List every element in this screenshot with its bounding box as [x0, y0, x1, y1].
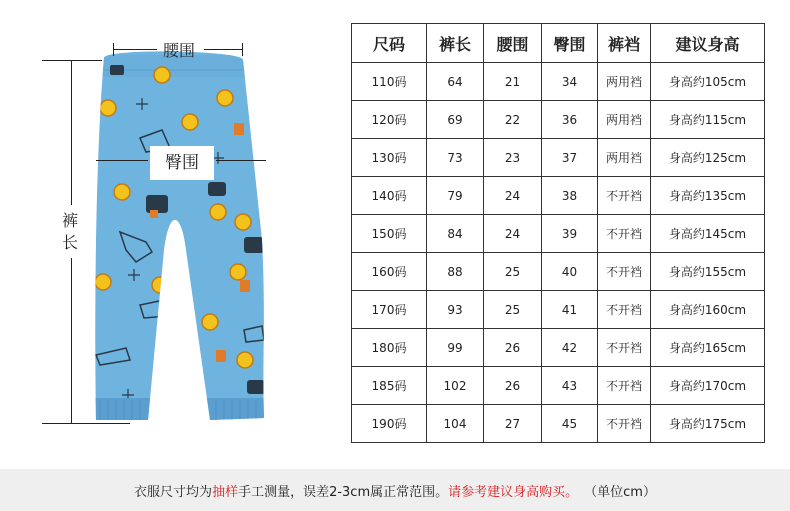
pants-illustration	[0, 0, 340, 470]
cell-length: 73	[427, 139, 484, 177]
cell-crotch: 不开裆	[598, 215, 651, 253]
cell-waist: 24	[484, 177, 542, 215]
footer-text-advice: 请参考建议身高购买。	[448, 484, 579, 500]
header-height: 建议身高	[651, 24, 765, 63]
table-row	[352, 367, 765, 405]
table-row	[352, 329, 765, 367]
cell-length: 79	[427, 177, 484, 215]
cell-hip: 38	[542, 177, 598, 215]
header-hip: 臀围	[542, 24, 598, 63]
cell-hip: 40	[542, 253, 598, 291]
cell-crotch: 不开裆	[598, 405, 651, 443]
cell-height: 身高约170cm	[651, 367, 765, 405]
cell-height: 身高约155cm	[651, 253, 765, 291]
cell-size: 185码	[352, 367, 427, 405]
waist-label: 腰围	[163, 41, 196, 60]
cell-size: 130码	[352, 139, 427, 177]
cell-size: 140码	[352, 177, 427, 215]
cell-size: 120码	[352, 101, 427, 139]
cell-height: 身高约115cm	[651, 101, 765, 139]
table-row	[352, 253, 765, 291]
cell-hip: 42	[542, 329, 598, 367]
cell-hip: 45	[542, 405, 598, 443]
header-size: 尺码	[352, 24, 427, 63]
cell-waist: 26	[484, 367, 542, 405]
cell-size: 110码	[352, 63, 427, 101]
cell-hip: 43	[542, 367, 598, 405]
cell-size: 170码	[352, 291, 427, 329]
table-row	[352, 139, 765, 177]
cell-height: 身高约135cm	[651, 177, 765, 215]
cell-length: 99	[427, 329, 484, 367]
length-dimension-line-bottom	[71, 258, 72, 423]
cell-height: 身高约145cm	[651, 215, 765, 253]
cell-length: 88	[427, 253, 484, 291]
cell-length: 93	[427, 291, 484, 329]
cell-hip: 37	[542, 139, 598, 177]
footer-text-unit: （单位cm）	[584, 484, 656, 500]
cell-hip: 39	[542, 215, 598, 253]
hip-dimension-line-right	[216, 160, 266, 161]
cell-length: 69	[427, 101, 484, 139]
table-row	[352, 405, 765, 443]
cell-length: 64	[427, 63, 484, 101]
cell-waist: 27	[484, 405, 542, 443]
table-row	[352, 101, 765, 139]
pants-illustration-area	[0, 0, 340, 470]
hip-dimension-line-left	[96, 160, 148, 161]
table-header-row	[352, 24, 765, 63]
length-label-char-2: 长	[62, 233, 79, 252]
size-chart-table	[351, 23, 765, 443]
table-row	[352, 63, 765, 101]
cell-waist: 21	[484, 63, 542, 101]
header-waist: 腰围	[484, 24, 542, 63]
table-row	[352, 177, 765, 215]
hip-label: 臀围	[150, 146, 214, 180]
cell-size: 150码	[352, 215, 427, 253]
cell-crotch: 不开裆	[598, 367, 651, 405]
cell-height: 身高约165cm	[651, 329, 765, 367]
footer-text-sampling: 抽样	[212, 484, 239, 500]
footer-text-2: 手工测量，误差2-3cm属正常范围。	[238, 484, 449, 500]
measurement-note-footer	[0, 469, 790, 511]
cell-height: 身高约105cm	[651, 63, 765, 101]
cell-crotch: 两用裆	[598, 139, 651, 177]
cell-length: 102	[427, 367, 484, 405]
length-dimension-tick-bottom	[42, 423, 130, 424]
cell-hip: 34	[542, 63, 598, 101]
cell-waist: 25	[484, 291, 542, 329]
length-dimension-tick-top	[42, 60, 102, 61]
cell-waist: 22	[484, 101, 542, 139]
header-crotch: 裤裆	[598, 24, 651, 63]
cell-waist: 23	[484, 139, 542, 177]
waist-dimension-line-left	[113, 49, 157, 50]
cell-length: 104	[427, 405, 484, 443]
length-dimension-line-top	[71, 60, 72, 205]
cell-waist: 26	[484, 329, 542, 367]
cell-crotch: 不开裆	[598, 177, 651, 215]
cell-height: 身高约160cm	[651, 291, 765, 329]
waist-dimension-tick-right	[242, 43, 243, 56]
cell-size: 160码	[352, 253, 427, 291]
cell-length: 84	[427, 215, 484, 253]
table-row	[352, 291, 765, 329]
cell-hip: 36	[542, 101, 598, 139]
cell-crotch: 不开裆	[598, 253, 651, 291]
cell-crotch: 两用裆	[598, 101, 651, 139]
header-length: 裤长	[427, 24, 484, 63]
footer-text-1: 衣服尺寸均为	[134, 484, 213, 500]
length-label-char-1: 裤	[62, 211, 79, 230]
cell-waist: 24	[484, 215, 542, 253]
cell-height: 身高约125cm	[651, 139, 765, 177]
cell-hip: 41	[542, 291, 598, 329]
cell-crotch: 不开裆	[598, 291, 651, 329]
cell-waist: 25	[484, 253, 542, 291]
cell-height: 身高约175cm	[651, 405, 765, 443]
cell-size: 190码	[352, 405, 427, 443]
waist-dimension-line-right	[204, 49, 242, 50]
cell-crotch: 两用裆	[598, 63, 651, 101]
cell-crotch: 不开裆	[598, 329, 651, 367]
cell-size: 180码	[352, 329, 427, 367]
table-row	[352, 215, 765, 253]
waist-dimension-tick-left	[113, 43, 114, 56]
